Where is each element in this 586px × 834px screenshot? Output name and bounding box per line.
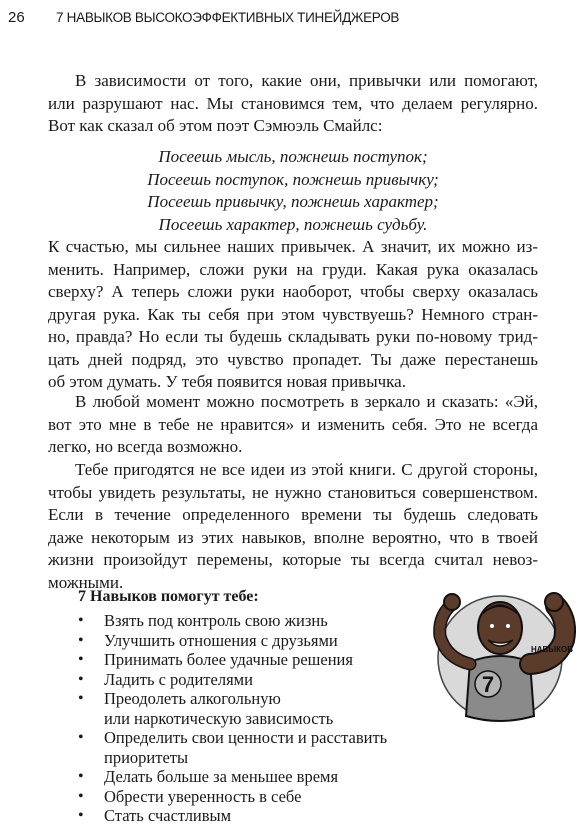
text-line: сверху? А теперь сложи руки наоборот, чтобы сверху оказалась [48, 282, 538, 301]
left-fist [444, 594, 460, 610]
text-line: менить. Например, сложи руки на груди. Какая рука оказалась [48, 259, 538, 279]
bullet-icon: • [78, 768, 84, 785]
paragraph-habits-intro [48, 70, 538, 138]
list-item-text: Ладить с родителями [104, 669, 253, 689]
list-item [78, 611, 418, 631]
text-line: чтобы увидеть результаты, не нужно становиться совершенством. [48, 482, 538, 502]
bullet-icon: • [78, 631, 84, 649]
list-item [78, 631, 418, 651]
text-line: но, правда? Но если ты будешь складывать руки по-новому трид- [48, 327, 538, 346]
skills-list [78, 611, 418, 826]
text-line: другая рука. Как ты себя при этом чувствуешь? Немного стран- [48, 304, 538, 324]
list-item-text: Преодолеть алкогольную или наркотическую зависимость [104, 689, 334, 728]
bullet-icon: • [78, 670, 84, 688]
list-item [78, 689, 418, 728]
list-item [78, 728, 418, 767]
list-item-text: Стать счастливым [104, 806, 232, 825]
page-number: 26 [8, 9, 25, 26]
list-item-text: Взять под контроль свою жизнь [104, 611, 328, 630]
text-line: легко, но всегда возможно. [48, 437, 243, 456]
strongman-illustration [418, 566, 578, 726]
eye [506, 624, 510, 628]
arm-label: НАВЫКОВ [530, 645, 574, 654]
bullet-icon: • [78, 807, 84, 824]
list-item [78, 650, 418, 670]
list-item [78, 670, 418, 690]
text-line: В любой момент можно посмотреть в зеркало и сказать: «Эй, [75, 392, 538, 411]
text-line: Тебе пригодятся не все идеи из этой книги. С другой стороны, [75, 460, 538, 479]
text-line: можными. [48, 572, 124, 592]
text-line: В зависимости от того, какие они, привычки или помогают, [75, 71, 538, 90]
right-fist [545, 593, 563, 611]
list-item [78, 767, 418, 787]
shirt-number: 7 [481, 672, 495, 697]
poem-line: Посеешь мысль, пожнешь поступок; [158, 147, 428, 166]
running-header [8, 9, 578, 29]
bullet-icon: • [78, 729, 84, 746]
poem-quote [48, 146, 538, 236]
text-line: даже некоторым из этих навыков, вполне вероятно, что в твоей [48, 527, 538, 547]
bullet-icon: • [78, 651, 84, 668]
skills-list-title: 7 Навыков помогут тебе: [78, 588, 259, 605]
text-line: или разрушают нас. Мы становимся тем, что делаем регулярно. [48, 93, 538, 113]
text-line: К счастью, мы сильнее наших привычек. А значит, их можно из- [48, 237, 538, 256]
bullet-icon: • [78, 787, 84, 805]
poem-line: Посеешь привычку, пожнешь характер; [147, 192, 439, 211]
bullet-icon: • [78, 612, 84, 629]
list-item-text: Улучшить отношения с друзьями [104, 630, 338, 650]
running-title: 7 НАВЫКОВ ВЫСОКОЭФФЕКТИВНЫХ ТИНЕЙДЖЕРОВ [56, 10, 400, 25]
paragraph-mirror [48, 391, 538, 459]
poem-line: Посеешь поступок, пожнешь привычку; [147, 169, 439, 189]
list-item-text: Принимать более удачные решения [104, 650, 353, 669]
list-item [78, 806, 418, 826]
list-item [78, 787, 418, 807]
poem-line: Посеешь характер, пожнешь судьбу. [158, 214, 428, 234]
text-line: вот это мне в тебе не нравится» и изменить себя. Это не всегда [48, 414, 538, 434]
text-line: жизни произойдут перемены, которые ты всегда считал невоз- [48, 550, 538, 569]
text-line: Вот как сказал об этом поэт Сэмюэль Смайлс: [48, 116, 383, 135]
eye [490, 624, 494, 628]
list-item-text: Делать больше за меньшее время [104, 767, 339, 786]
text-line: Если в течение определенного времени ты будешь следовать [48, 505, 538, 524]
list-item-text: Обрести уверенность в себе [104, 786, 302, 806]
bullet-icon: • [78, 690, 84, 707]
text-line: цать дней подряд, это чувство пропадет. Ты даже перестанешь [48, 349, 538, 369]
paragraph-stronger-than-habits [48, 236, 538, 394]
text-line: об этом думать. У тебя появится новая привычка. [48, 372, 406, 391]
list-item-text: Определить свои ценности и расставить приоритеты [104, 728, 388, 767]
